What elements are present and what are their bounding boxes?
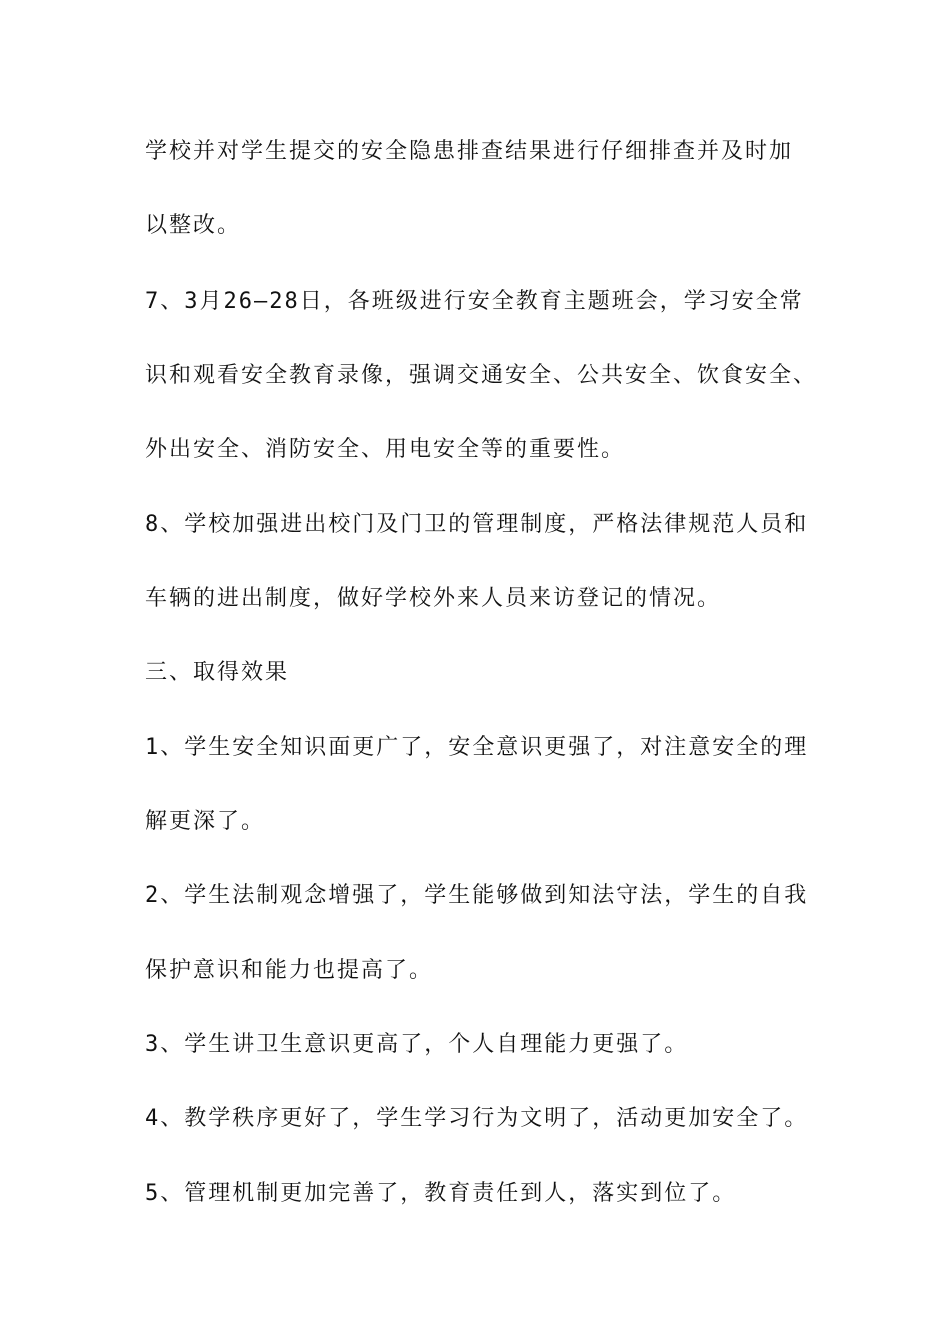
text-line-4: 识和观看安全教育录像，强调交通安全、公共安全、饮食安全、 xyxy=(145,363,818,388)
text-line-1: 学校并对学生提交的安全隐患排查结果进行仔细排查并及时加 xyxy=(145,139,794,164)
text-line-10: 解更深了。 xyxy=(145,809,266,834)
text-line-14: 4、教学秩序更好了，学生学习行为文明了，活动更加安全了。 xyxy=(145,1106,809,1131)
text-line-3: 7、3月26—28日，各班级进行安全教育主题班会，学习安全常 xyxy=(145,289,804,314)
text-line-6: 8、学校加强进出校门及门卫的管理制度，严格法律规范人员和 xyxy=(145,512,809,537)
text-line-9: 1、学生安全知识面更广了，安全意识更强了，对注意安全的理 xyxy=(145,735,809,760)
text-line-5: 外出安全、消防安全、用电安全等的重要性。 xyxy=(145,437,626,462)
text-line-2: 以整改。 xyxy=(145,213,242,238)
text-line-7: 车辆的进出制度，做好学校外来人员来访登记的情况。 xyxy=(145,586,722,611)
text-line-13: 3、学生讲卫生意识更高了，个人自理能力更强了。 xyxy=(145,1032,689,1057)
section-heading: 三、取得效果 xyxy=(145,660,290,685)
text-line-15: 5、管理机制更加完善了，教育责任到人，落实到位了。 xyxy=(145,1181,737,1206)
text-line-11: 2、学生法制观念增强了，学生能够做到知法守法，学生的自我 xyxy=(145,883,809,908)
text-line-12: 保护意识和能力也提高了。 xyxy=(145,958,434,983)
